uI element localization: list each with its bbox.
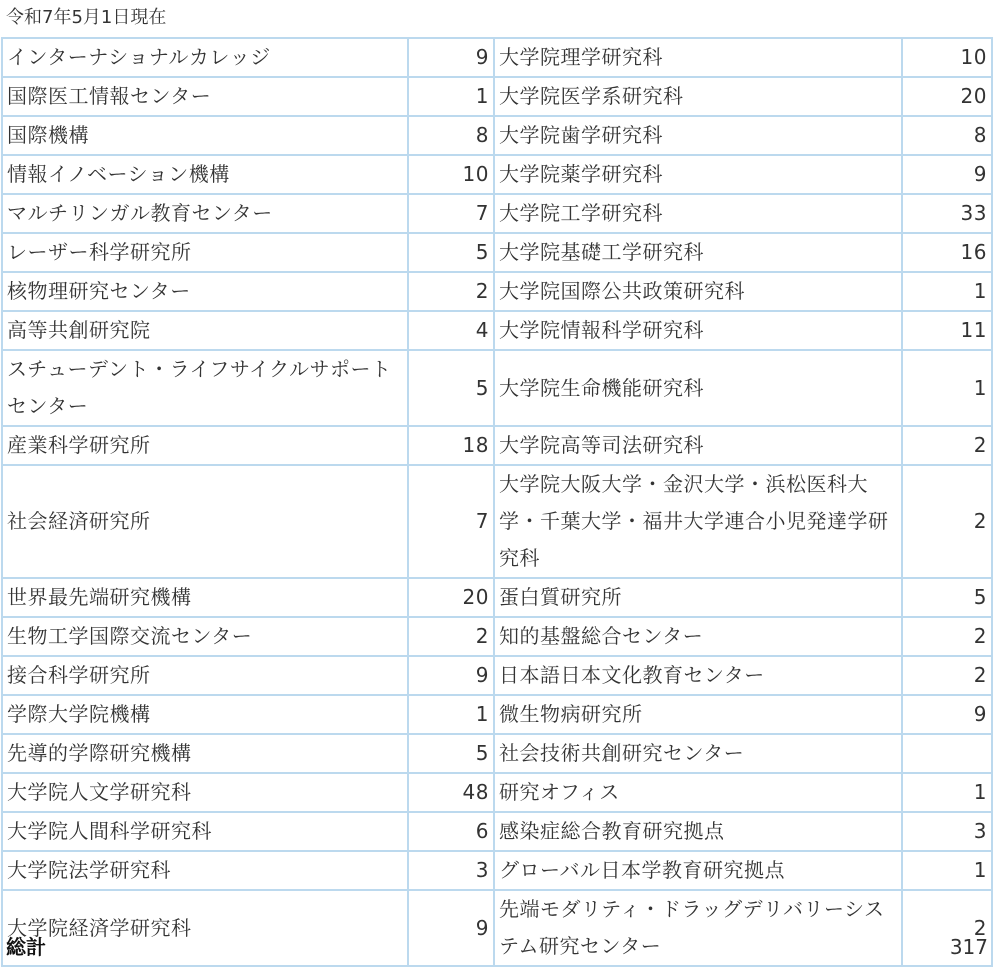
left-unit-name: 接合科学研究所: [2, 656, 408, 695]
right-unit-count: 2: [902, 617, 992, 656]
right-unit-count: 2: [902, 465, 992, 578]
right-unit-count: [902, 734, 992, 773]
right-unit-name: 大学院理学研究科: [494, 38, 902, 77]
left-unit-name: 社会経済研究所: [2, 465, 408, 578]
left-unit-count: 9: [408, 38, 494, 77]
right-unit-count: 8: [902, 116, 992, 155]
right-unit-count: 1: [902, 350, 992, 426]
table-row: [2, 578, 992, 617]
left-unit-name: 大学院法学研究科: [2, 851, 408, 890]
right-unit-count: 1: [902, 851, 992, 890]
right-unit-name: 大学院大阪大学・金沢大学・浜松医科大学・千葉大学・福井大学連合小児発達学研究科: [494, 465, 902, 578]
table-row: [2, 426, 992, 465]
right-unit-count: 20: [902, 77, 992, 116]
left-unit-name: 学際大学院機構: [2, 695, 408, 734]
right-unit-name: 日本語日本文化教育センター: [494, 656, 902, 695]
left-unit-count: 48: [408, 773, 494, 812]
as-of-date: 令和7年5月1日現在: [6, 7, 167, 28]
left-unit-count: 18: [408, 426, 494, 465]
left-unit-name: 先導的学際研究機構: [2, 734, 408, 773]
left-unit-count: 2: [408, 617, 494, 656]
right-unit-name: グローバル日本学教育研究拠点: [494, 851, 902, 890]
left-unit-name: 大学院人間科学研究科: [2, 812, 408, 851]
total-value: 317: [949, 935, 988, 959]
right-unit-name: 大学院国際公共政策研究科: [494, 272, 902, 311]
table-row: [2, 656, 992, 695]
left-unit-count: 20: [408, 578, 494, 617]
right-unit-count: 2: [902, 656, 992, 695]
left-unit-count: 1: [408, 77, 494, 116]
left-unit-name: 情報イノベーション機構: [2, 155, 408, 194]
left-unit-name: 生物工学国際交流センター: [2, 617, 408, 656]
left-unit-count: 3: [408, 851, 494, 890]
right-unit-count: 9: [902, 155, 992, 194]
left-unit-count: 6: [408, 812, 494, 851]
table-row: [2, 350, 992, 426]
right-unit-name: 大学院情報科学研究科: [494, 311, 902, 350]
right-unit-name: 大学院高等司法研究科: [494, 426, 902, 465]
right-unit-count: 1: [902, 272, 992, 311]
table-row: [2, 773, 992, 812]
right-unit-name: 社会技術共創研究センター: [494, 734, 902, 773]
left-unit-count: 5: [408, 734, 494, 773]
left-unit-count: 10: [408, 155, 494, 194]
table-body: [2, 38, 992, 966]
left-unit-name: 核物理研究センター: [2, 272, 408, 311]
left-unit-count: 7: [408, 465, 494, 578]
left-unit-count: 5: [408, 350, 494, 426]
right-unit-name: 感染症総合教育研究拠点: [494, 812, 902, 851]
right-unit-count: 5: [902, 578, 992, 617]
right-unit-name: 大学院生命機能研究科: [494, 350, 902, 426]
right-unit-name: 先端モダリティ・ドラッグデリバリーシステム研究センター: [494, 890, 902, 966]
right-unit-name: 大学院薬学研究科: [494, 155, 902, 194]
right-unit-count: 10: [902, 38, 992, 77]
table-row: [2, 617, 992, 656]
right-unit-name: 大学院医学系研究科: [494, 77, 902, 116]
left-unit-name: 世界最先端研究機構: [2, 578, 408, 617]
table-row: [2, 77, 992, 116]
right-unit-count: 1: [902, 773, 992, 812]
left-unit-name: 大学院経済学研究科: [2, 890, 408, 966]
right-unit-count: 2: [902, 426, 992, 465]
right-unit-count: 16: [902, 233, 992, 272]
right-unit-name: 大学院工学研究科: [494, 194, 902, 233]
left-unit-name: 産業科学研究所: [2, 426, 408, 465]
right-unit-name: 研究オフィス: [494, 773, 902, 812]
right-unit-name: 大学院基礎工学研究科: [494, 233, 902, 272]
right-unit-count: 9: [902, 695, 992, 734]
left-unit-count: 9: [408, 656, 494, 695]
table-row: [2, 272, 992, 311]
right-unit-count: 3: [902, 812, 992, 851]
left-unit-name: レーザー科学研究所: [2, 233, 408, 272]
right-unit-name: 微生物病研究所: [494, 695, 902, 734]
table-row: [2, 734, 992, 773]
left-unit-count: 9: [408, 890, 494, 966]
total-label: 総計: [6, 935, 46, 959]
left-unit-name: 国際機構: [2, 116, 408, 155]
left-unit-name: インターナショナルカレッジ: [2, 38, 408, 77]
table-row: [2, 465, 992, 578]
table-row: [2, 38, 992, 77]
left-unit-name: 高等共創研究院: [2, 311, 408, 350]
left-unit-count: 7: [408, 194, 494, 233]
table-row: [2, 233, 992, 272]
left-unit-name: スチューデント・ライフサイクルサポートセンター: [2, 350, 408, 426]
table-row: [2, 695, 992, 734]
left-unit-name: 大学院人文学研究科: [2, 773, 408, 812]
table-row: [2, 116, 992, 155]
total-row: [6, 931, 988, 963]
right-unit-name: 知的基盤総合センター: [494, 617, 902, 656]
table-row: [2, 851, 992, 890]
table-row: [2, 155, 992, 194]
left-unit-name: 国際医工情報センター: [2, 77, 408, 116]
left-unit-count: 5: [408, 233, 494, 272]
left-unit-count: 2: [408, 272, 494, 311]
left-unit-count: 4: [408, 311, 494, 350]
right-unit-count: 11: [902, 311, 992, 350]
table-row: [2, 812, 992, 851]
left-unit-count: 8: [408, 116, 494, 155]
right-unit-name: 蛋白質研究所: [494, 578, 902, 617]
right-unit-count: 33: [902, 194, 992, 233]
staff-count-table: [1, 37, 993, 967]
left-unit-count: 1: [408, 695, 494, 734]
left-unit-name: マルチリンガル教育センター: [2, 194, 408, 233]
table-row: [2, 311, 992, 350]
table-row: [2, 194, 992, 233]
right-unit-name: 大学院歯学研究科: [494, 116, 902, 155]
right-unit-count: 2: [902, 890, 992, 966]
